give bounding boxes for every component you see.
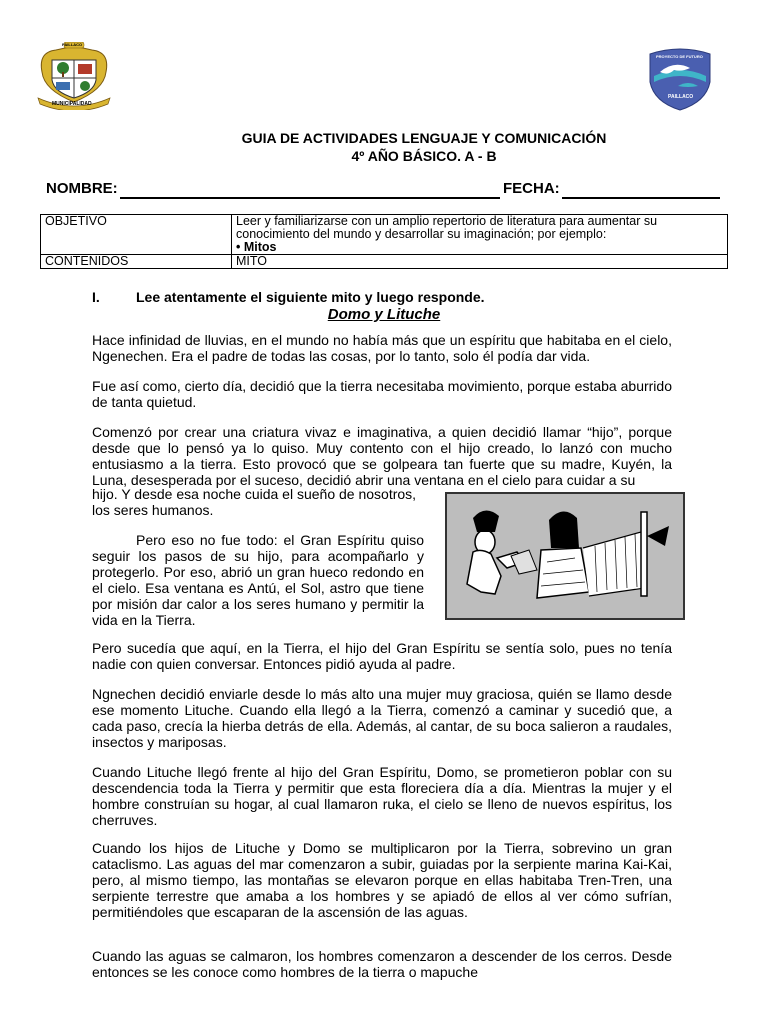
logo-banner-bottom: MUNICIPALIDAD	[52, 101, 92, 107]
table-cell-content	[232, 215, 728, 255]
section-instruction: Lee atentamente el siguiente mito y luego responde.	[136, 289, 485, 305]
story-paragraph: Cuando Lituche llegó frente al hijo del Gran Espíritu, Domo, se prometieron poblar con su descendencia toda la Tierra y permitir que esta floreciera día a día. Mientras la mujer y el hombre construían su hogar, al cual llamaron ruka, el cielo se lleno de nuevos espíritus, los cherruves.	[92, 764, 672, 828]
story-paragraph: Pero eso no fue todo: el Gran Espíritu quiso seguir los pasos de su hijo, para acompañarlo y protegerlo. Por eso, abrió un gran hueco redondo en el cielo. Esa ventana es Antú, el Sol, astro que tiene por misión dar calor a los seres humano y permitir la vida en la Tierra.	[92, 532, 424, 628]
weaving-illustration	[445, 492, 685, 620]
date-field[interactable]	[562, 197, 720, 199]
name-label: NOMBRE:	[46, 180, 118, 197]
story-paragraph: Ngnechen decidió enviarle desde lo más alto una mujer muy graciosa, quién se llamo desde ese momento Lituche. Cuando ella llegó a la Tierra, comenzó a caminar y sucedió que, a cada paso, crecía la hierba detrás de ella. Además, al cantar, de su boca salieron a raudales, insectos y mariposas.	[92, 686, 672, 750]
story-paragraph: Pero sucedía que aquí, en la Tierra, el hijo del Gran Espíritu se sentía solo, pues no tenía nadie con quien conversar. Entonces pidió ayuda al padre.	[92, 640, 672, 672]
story-paragraph: Cuando las aguas se calmaron, los hombres comenzaron a descender de los cerros. Desde entonces se les conoce como hombres de la tierra o mapuche	[92, 948, 672, 980]
table-cell-label: CONTENIDOS	[41, 255, 232, 269]
date-label: FECHA:	[503, 180, 560, 197]
table-cell-content: MITO	[232, 255, 728, 269]
section-number: I.	[92, 289, 100, 305]
guide-subtitle: 4º AÑO BÁSICO. A - B	[351, 148, 497, 164]
table-cell-label: OBJETIVO	[41, 215, 232, 255]
logo-arc-text: PROYECTO DE FUTURO	[656, 54, 703, 59]
name-field[interactable]	[120, 197, 500, 199]
objective-text-line: conocimiento del mundo y desarrollar su imaginación; por ejemplo:	[236, 227, 607, 241]
story-paragraph-line: hijo. Y desde esa noche cuida el sueño de nosotros,	[92, 486, 417, 502]
story-paragraph: Comenzó por crear una criatura vivaz e imaginativa, a quien decidió llamar “hijo”, porque desde que lo pensó ya lo quiso. Muy contento con el hijo creado, lo lanzó con mucho entusiasmo a la tierra. Esto provocó que se golpeara tan fuerte que su madre, Kuyén, la Luna, desesperada por el suceso, decidió abrir una ventana en el cielo para cuidar a su	[92, 424, 672, 488]
objectives-table	[40, 214, 728, 269]
name-date-row	[46, 180, 722, 202]
table-row	[41, 255, 728, 269]
section-heading	[92, 289, 485, 305]
logo-bottom-text: PAILLACO	[668, 94, 694, 100]
story-paragraph: Hace infinidad de lluvias, en el mundo no había más que un espíritu que habitaba en el cielo, Ngenechen. Era el padre de todas las cosas, por lo tanto, solo él podía dar vida.	[92, 332, 672, 364]
story-title: Domo y Lituche	[327, 306, 441, 323]
guide-title: GUIA DE ACTIVIDADES LENGUAJE Y COMUNICACIÓN	[241, 130, 607, 146]
objective-bullet: • Mitos	[236, 240, 277, 254]
story-paragraph-line: los seres humanos.	[92, 502, 214, 518]
logo-banner-top: PAILLACO	[62, 42, 83, 47]
municipalidad-logo	[34, 42, 114, 110]
proyecto-futuro-logo	[644, 46, 716, 112]
story-paragraph: Cuando los hijos de Lituche y Domo se multiplicaron por la Tierra, sobrevino un gran cataclismo. Las aguas del mar comenzaron a subir, guiadas por la serpiente marina Kai-Kai, pero, al mismo tiempo, las montañas se elevaron porque en ellas habitaba Tren-Tren, una serpiente terrestre que amaba a los hombres y se apiadó de ellos al ver cómo sufrían, permitiéndoles que escaparan de la ascensión de las aguas.	[92, 840, 672, 920]
story-paragraph: Fue así como, cierto día, decidió que la tierra necesitaba movimiento, porque estaba aburrido de tanta quietud.	[92, 378, 672, 410]
objective-text-line: Leer y familiarizarse con un amplio repertorio de literatura para aumentar su	[236, 214, 658, 228]
table-row	[41, 215, 728, 255]
